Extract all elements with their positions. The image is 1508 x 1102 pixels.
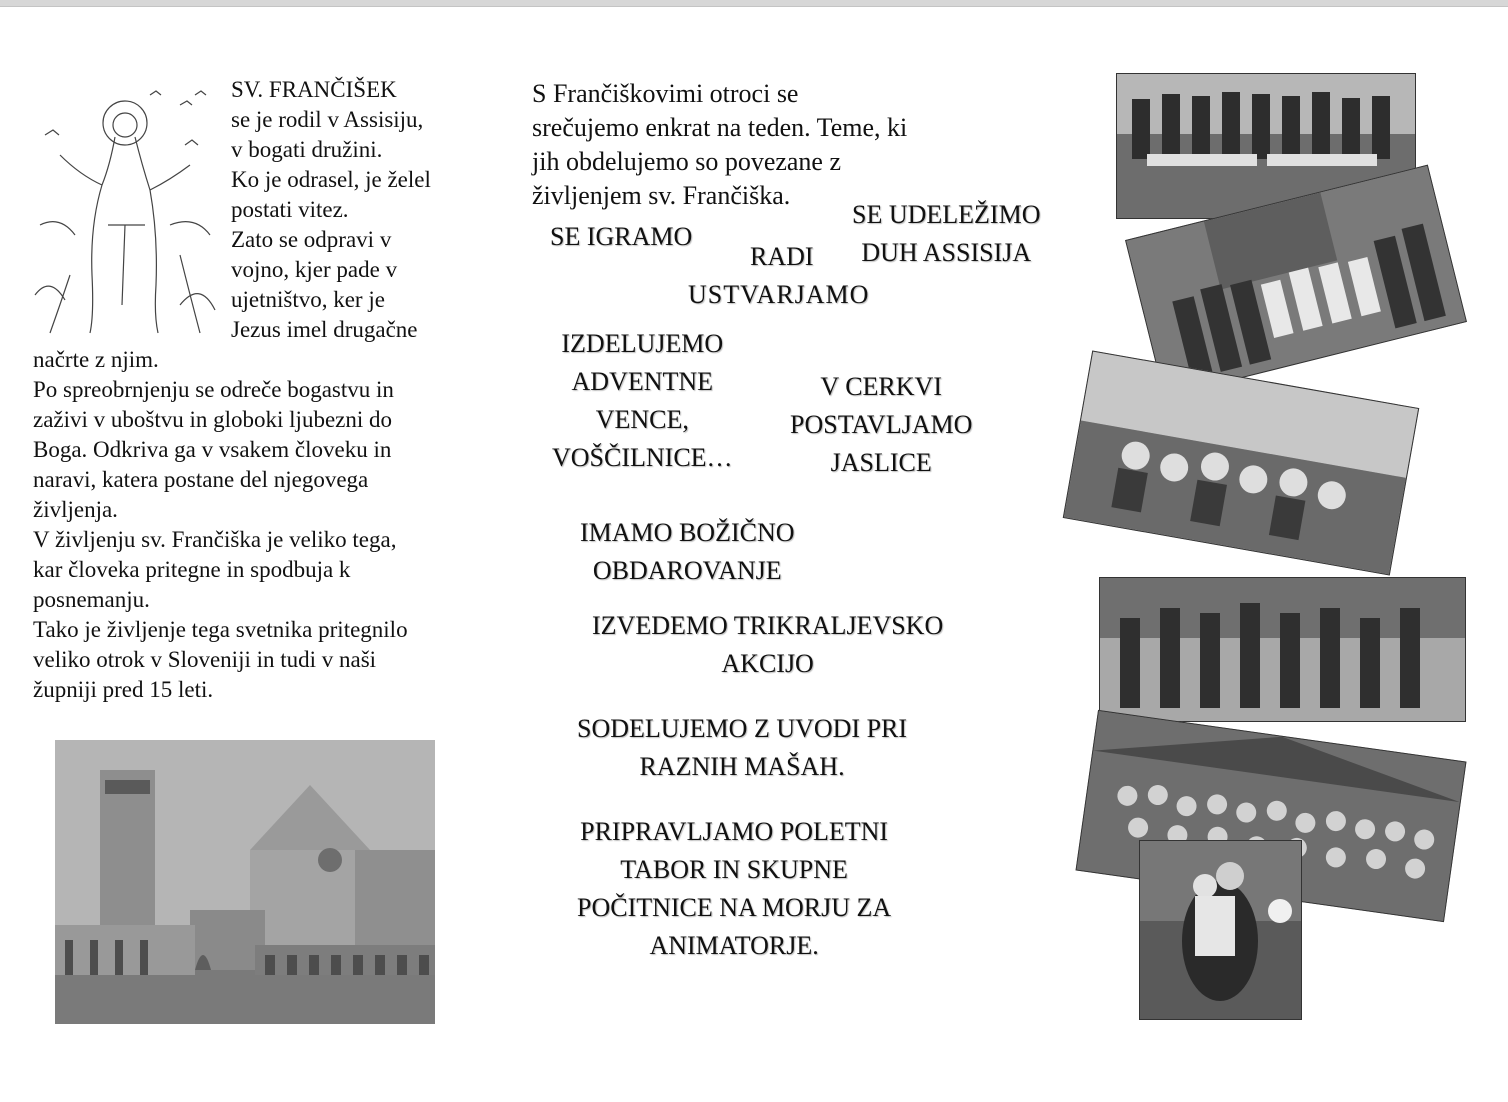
group-photo-6 <box>1139 840 1302 1020</box>
intro-line: srečujemo enkrat na teden. Teme, ki <box>532 113 908 142</box>
activity-line: SODELUJEMO Z UVODI PRI <box>577 714 908 743</box>
bio-line: Boga. Odkriva ga v vsakem človeku in <box>33 437 392 462</box>
bio-line: veliko otrok v Sloveniji in tudi v naši <box>33 647 377 672</box>
activity-line: JASLICE <box>830 448 932 477</box>
group-photo-3 <box>1063 350 1419 575</box>
bio-line: posnemanju. <box>33 587 150 612</box>
bio-line: postati vitez. <box>231 197 349 222</box>
bio-line: življenja. <box>33 497 118 522</box>
activity-line: RADI <box>750 242 814 271</box>
saint-francis-illustration <box>30 75 220 337</box>
activity-line: DUH ASSISIJA <box>861 238 1032 267</box>
bio-line: vojno, kjer pade v <box>231 257 398 282</box>
activity-line: OBDAROVANJE <box>592 556 782 585</box>
activity-line: IMAMO BOŽIČNO <box>580 518 795 547</box>
intro-line: jih obdelujemo so povezane z <box>532 147 842 176</box>
basilica-photo <box>55 740 435 1024</box>
activity-ustvarjamo <box>688 276 869 314</box>
activity-trikraljevsko <box>592 607 943 683</box>
activity-line: IZVEDEMO TRIKRALJEVSKO <box>592 611 944 640</box>
activity-radi <box>750 238 814 276</box>
activity-line: POČITNICE NA MORJU ZA <box>577 893 892 922</box>
activity-line: ANIMATORJE. <box>649 931 819 960</box>
activity-izdelujemo <box>552 325 733 477</box>
activity-duh-assisija <box>852 196 1040 272</box>
bio-line: zaživi v uboštvu in globoki ljubezni do <box>33 407 393 432</box>
activity-line: IZDELUJEMO <box>561 329 724 358</box>
activity-line: RAZNIH MAŠAH. <box>639 752 845 781</box>
window-top-bar <box>0 0 1508 7</box>
intro-line: S Frančiškovimi otroci se <box>532 79 799 108</box>
bio-line: župniji pred 15 leti. <box>33 677 214 702</box>
activity-line: ADVENTNE <box>571 367 714 396</box>
activity-line: SE UDELEŽIMO <box>852 200 1041 229</box>
bio-line: ujetništvo, ker je <box>231 287 385 312</box>
bio-line: Zato se odpravi v <box>231 227 392 252</box>
intro-paragraph <box>532 77 972 213</box>
bio-intro <box>231 75 471 345</box>
bio-continuation <box>33 345 473 705</box>
activity-line: PRIPRAVLJAMO POLETNI <box>580 817 889 846</box>
activity-se-igramo <box>550 218 692 256</box>
activity-line: POSTAVLJAMO <box>790 410 973 439</box>
bio-line: v bogati družini. <box>231 137 383 162</box>
activity-line: USTVARJAMO <box>688 280 870 309</box>
bio-line: načrte z njim. <box>33 347 159 372</box>
activity-line: VENCE, <box>595 405 689 434</box>
bio-line: Po spreobrnjenju se odreče bogastvu in <box>33 377 394 402</box>
bio-line: SV. FRANČIŠEK <box>231 77 397 102</box>
activity-uvodi <box>577 710 907 786</box>
bio-line: Tako je življenje tega svetnika pritegnilo <box>33 617 408 642</box>
bio-line: Ko je odrasel, je želel <box>231 167 431 192</box>
activity-tabor <box>577 813 891 965</box>
activity-bozicno-obdarovanje <box>580 514 795 590</box>
activity-line: AKCIJO <box>721 649 814 678</box>
bio-line: kar človeka pritegne in spodbuja k <box>33 557 351 582</box>
bio-line: V življenju sv. Frančiška je veliko tega, <box>33 527 397 552</box>
activity-line: VOŠČILNICE… <box>552 443 733 472</box>
group-photo-4 <box>1099 577 1466 722</box>
bio-line: naravi, katera postane del njegovega <box>33 467 369 492</box>
bio-line: se je rodil v Assisiju, <box>231 107 424 132</box>
bio-line: Jezus imel drugačne <box>231 317 418 342</box>
intro-line: življenjem sv. Frančiška. <box>532 181 791 210</box>
activity-jaslice <box>790 368 972 482</box>
activity-line: SE IGRAMO <box>550 222 693 251</box>
activity-line: V CERKVI <box>820 372 942 401</box>
activity-line: TABOR IN SKUPNE <box>620 855 848 884</box>
